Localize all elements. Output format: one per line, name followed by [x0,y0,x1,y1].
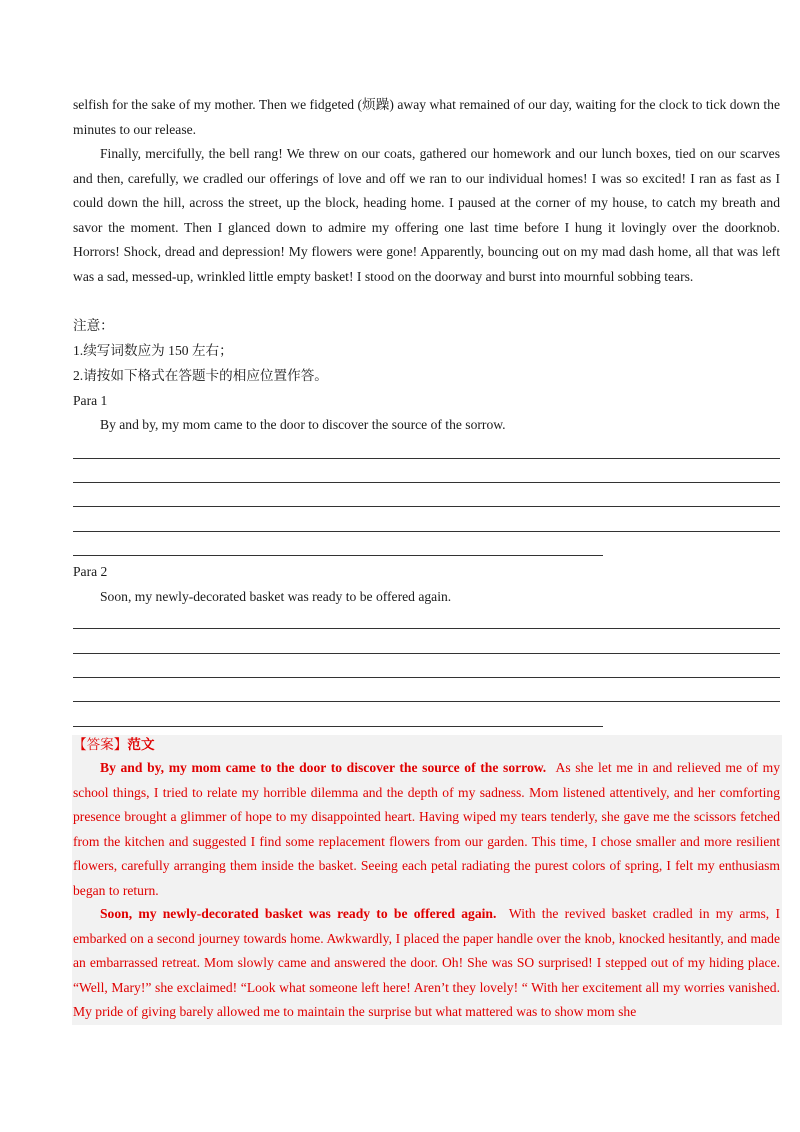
answer-bracket-close: 】 [113,737,128,752]
story-paragraph-2: Finally, mercifully, the bell rang! We threw on our coats, gathered our homework and our lunch boxes, tied on our scarves and then, carefully, we cradled our offerings of love and off we ran to our individual homes! I was so excited! I ran as fast as I could down the hill, across the street, up the block, heading home. I paused at the corner of my house, to catch my breath and savor the moment. Then I glanced down to admire my offering one last time before I hung it lovingly over the doorknob. Horrors! Shock, dread and depression! My flowers were gone! Apparently, bouncing out on my mad dash home, all that was left was a sad, messed-up, wrinkled little empty basket! I stood on the doorway and burst into mournful sobbing tears. [73,146,780,284]
answer-paragraph-2-lead: Soon, my newly-decorated basket was ready to be offered again. [100,906,497,921]
answer-paragraph-2 [73,902,780,1025]
answer-paragraph-1 [73,756,780,903]
para2-label: Para 2 [73,564,108,579]
writing-line [73,628,780,629]
para1-opening: By and by, my mom came to the door to discover the source of the sorrow. [100,417,506,432]
answer-tag: 答案 [86,737,114,752]
story-paragraph-1: selfish for the sake of my mother. Then we fidgeted (烦躁) away what remained of our day, waiting for the clock to tick down the minutes to our release. [73,97,780,137]
answer-title: 范文 [127,737,155,752]
answer-paragraph-1-lead: By and by, my mom came to the door to discover the source of the sorrow. [100,760,547,775]
writing-line [73,531,780,532]
notes-heading: 注意： [73,318,114,333]
answer-bracket-open: 【 [73,737,87,752]
para1-label: Para 1 [73,393,108,408]
writing-line [73,726,603,727]
writing-line [73,653,780,654]
writing-line [73,458,780,459]
notes-item-2: 2.请按如下格式在答题卡的相应位置作答。 [73,368,328,383]
answer-heading [73,733,780,758]
writing-line [73,677,780,678]
writing-line [73,482,780,483]
writing-line [73,506,780,507]
writing-line [73,701,780,702]
writing-line [73,555,603,556]
answer-paragraph-2-text: With the revived basket cradled in my arms, I embarked on a second journey towards home. Awkwardly, I placed the paper handle over the knob, knocked hesitantly, and made an embarrassed retreat. Mom slowly came and answered the door. Oh! She was SO surprised! I stepped out of my hiding place. “Well, Mary!” she exclaimed! “Look what someone left here! Aren’t they lovely! “ With her excitement all my worries vanished. My pride of giving barely allowed me to maintain the surprise but what mattered was to show mom she [73,906,780,1019]
para2-opening: Soon, my newly-decorated basket was ready to be offered again. [100,589,452,604]
answer-paragraph-1-text: As she let me in and relieved me of my school things, I tried to relate my horrible dilemma and the depth of my sadness. Mom listened attentively, and her comforting presence brought a glimmer of hope to my disappointed heart. Having wiped my tears tenderly, she gave me the scissors fetched from the kitchen and suggested I find some replacement flowers from our garden. This time, I chose smaller and more resilient flowers, carefully arranging them inside the basket. Seeing each petal radiating the purest colors of spring, I felt my enthusiasm began to return. [73,760,781,898]
notes-item-1: 1.续写词数应为 150 左右； [73,343,233,358]
